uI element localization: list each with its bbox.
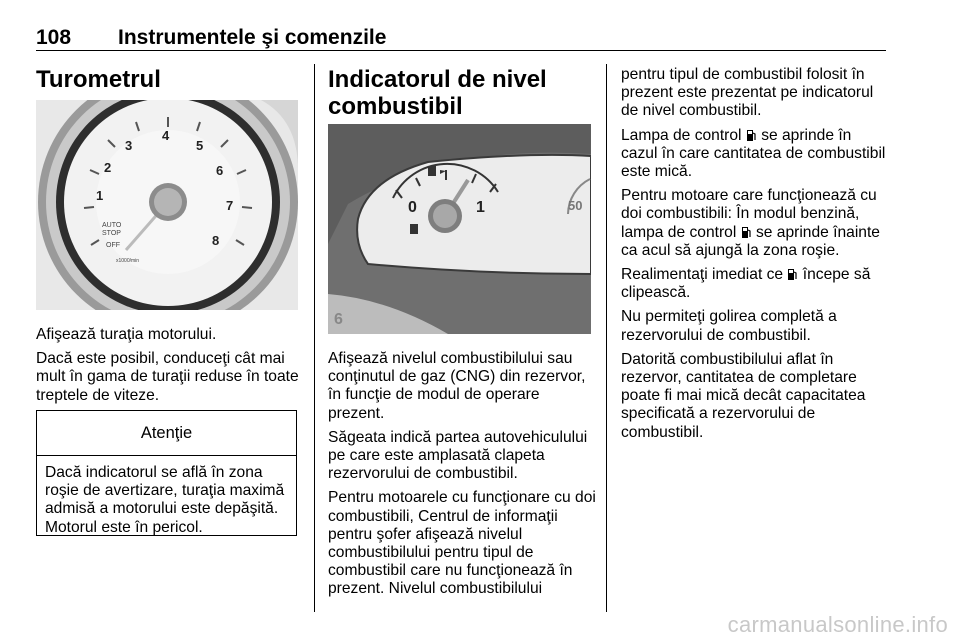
col3-paragraph-4 [621, 266, 889, 302]
page-header [36, 26, 886, 56]
fuel-pump-icon [741, 226, 752, 239]
fuel-pump-icon [787, 268, 798, 281]
dial-unit-label: x1000/min [116, 258, 140, 264]
warning-title: Atenţie [37, 411, 296, 456]
dial-number: 3 [125, 138, 133, 153]
fuel-pump-icon [428, 166, 436, 176]
dial-number: 8 [212, 233, 220, 248]
column-divider-2 [606, 64, 607, 612]
fuel-full-label: 1 [476, 199, 485, 216]
tachometer-paragraph-1: Afişează turaţia motorului. [36, 326, 217, 343]
dial-auto-label: AUTO [102, 222, 122, 229]
fuel-pump-icon [746, 129, 757, 142]
dial-off-label: OFF [106, 242, 120, 249]
column-fuel-gauge [328, 66, 598, 120]
warning-box [36, 410, 297, 536]
column-tachometer [36, 66, 300, 93]
fuel-gauge-figure [328, 124, 591, 334]
col3-paragraph-3-start: Pentru motoare care funcţionează cu doi combustibili: În modul benzină, lampa de control [621, 187, 877, 241]
tachometer-illustration [36, 100, 298, 310]
column-continued [621, 66, 889, 448]
col3-paragraph-4-end: începe să clipească. [621, 266, 871, 302]
col3-paragraph-5: Nu permiteţi golirea completă a rezervorului de combustibil. [621, 308, 837, 344]
fuel-pump-icon [410, 224, 418, 234]
col3-paragraph-3-end: se aprinde înainte ca acul să ajungă la zona roşie. [621, 223, 880, 259]
speedo-50-label: 50 [568, 198, 583, 213]
warning-body: Dacă indicatorul se află în zona roşie de avertizare, turaţia maximă admisă a motorului este depăşită. Motorul este în pericol. [45, 464, 285, 536]
fuel-gauge-heading-line-2: combustibil [328, 93, 463, 120]
header-rule [36, 50, 886, 51]
fuel-paragraph-1: Afişează nivelul combustibilului sau conţinutul de gaz (CNG) din rezervor, în funcţie de modul de operare prezent. [328, 350, 586, 422]
column-divider-1 [314, 64, 315, 612]
tachometer-paragraph-2: Dacă este posibil, conduceţi cât mai mult în gama de turaţii reduse în toate treptele de viteze. [36, 350, 299, 404]
tachometer-heading: Turometrul [36, 66, 161, 93]
col3-paragraph-2 [621, 127, 889, 182]
tachometer-figure [36, 100, 298, 310]
fuel-empty-label: 0 [408, 199, 417, 216]
col3-paragraph-4-start: Realimentaţi imediat ce [621, 266, 784, 284]
chapter-title: Instrumentele şi comenzile [118, 26, 387, 49]
tachometer-text [36, 326, 300, 411]
watermark: carmanualsonline.info [727, 612, 948, 637]
fuel-paragraph-3: Pentru motoarele cu funcţionare cu doi combustibili, Centrul de informaţii pentru şofer afişează nivelul combustibilului pentru tipul de combustibil care nu funcţionează în prezent. Nivelul combustibilului [328, 489, 596, 598]
dial-number: 2 [104, 160, 112, 175]
fuel-gauge-illustration [328, 124, 591, 334]
col3-paragraph-1: pentru tipul de combustibil folosit în prezent este prezentat pe indicatorul de nivel combustibil. [621, 66, 874, 120]
fuel-paragraph-2: Săgeata indică partea autovehiculului pe care este amplasată clapeta rezervorului de combustibil. [328, 428, 588, 483]
dial-number: 1 [96, 188, 104, 203]
dial-number: 7 [226, 198, 234, 213]
col3-paragraph-6: Datorită combustibilului aflat în rezervor, cantitatea de completare poate fi mai mică decât capacitatea specificată a rezervorului de combustibil. [621, 350, 866, 441]
col3-paragraph-2-start: Lampa de control [621, 126, 742, 144]
dial-stop-label: STOP [102, 230, 121, 237]
speedo-6-label: 6 [334, 311, 343, 328]
page-number: 108 [36, 26, 72, 49]
dial-number: 6 [216, 163, 224, 178]
dial-number: 5 [196, 138, 204, 153]
fuel-gauge-text [328, 350, 600, 605]
fuel-gauge-heading-line-1: Indicatorul de nivel [328, 66, 547, 93]
dial-number: 4 [162, 128, 170, 143]
col3-paragraph-3 [621, 187, 889, 260]
col3-paragraph-2-end: se aprinde în cazul în care cantitatea de combustibil este mică. [621, 126, 886, 181]
